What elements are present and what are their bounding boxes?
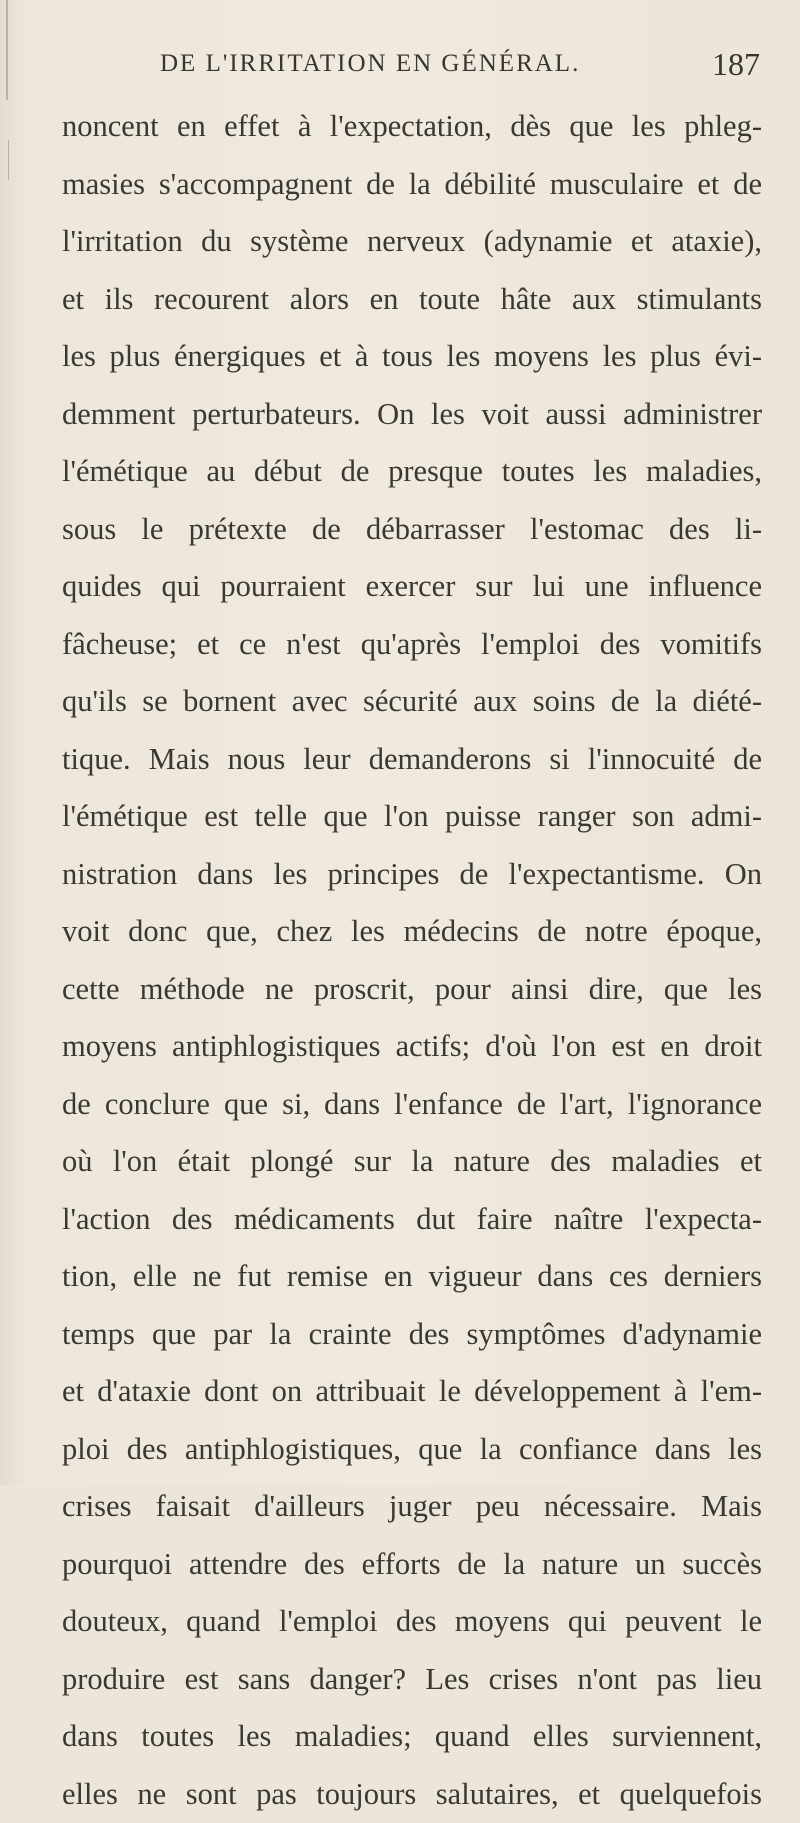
text-line: elles ne sont pas toujours salutaires, et quelquefois [62, 1766, 762, 1823]
text-line: douteux, quand l'emploi des moyens qui peuvent le [62, 1593, 762, 1651]
text-line: qu'ils se bornent avec sécurité aux soins de la diété- [62, 673, 762, 731]
page-edge-shadow [6, 0, 8, 100]
text-line: l'irritation du système nerveux (adynamie et ataxie), [62, 213, 762, 271]
body-text [62, 98, 762, 1823]
page-number: 187 [712, 46, 760, 83]
page-header [160, 50, 760, 90]
text-line: sous le prétexte de débarrasser l'estomac des li- [62, 501, 762, 559]
text-line: dans toutes les maladies; quand elles surviennent, [62, 1708, 762, 1766]
text-line: cette méthode ne proscrit, pour ainsi dire, que les [62, 961, 762, 1019]
text-line: l'action des médicaments dut faire naître l'expecta- [62, 1191, 762, 1249]
text-line: moyens antiphlogistiques actifs; d'où l'on est en droit [62, 1018, 762, 1076]
text-line: où l'on était plongé sur la nature des maladies et [62, 1133, 762, 1191]
text-line: pourquoi attendre des efforts de la nature un succès [62, 1536, 762, 1594]
text-line: et d'ataxie dont on attribuait le développement à l'em- [62, 1363, 762, 1421]
text-line: tion, elle ne fut remise en vigueur dans ces derniers [62, 1248, 762, 1306]
text-line: demment perturbateurs. On les voit aussi administrer [62, 386, 762, 444]
text-line: fâcheuse; et ce n'est qu'après l'emploi des vomitifs [62, 616, 762, 674]
text-line: l'émétique au début de presque toutes les maladies, [62, 443, 762, 501]
text-line: noncent en effet à l'expectation, dès que les phleg- [62, 98, 762, 156]
text-line: ploi des antiphlogistiques, que la confiance dans les [62, 1421, 762, 1479]
text-line: voit donc que, chez les médecins de notre époque, [62, 903, 762, 961]
text-line: et ils recourent alors en toute hâte aux stimulants [62, 271, 762, 329]
text-line: crises faisait d'ailleurs juger peu nécessaire. Mais [62, 1478, 762, 1536]
text-line: temps que par la crainte des symptômes d'adynamie [62, 1306, 762, 1364]
text-line: l'émétique est telle que l'on puisse ranger son admi- [62, 788, 762, 846]
text-line: quides qui pourraient exercer sur lui une influence [62, 558, 762, 616]
running-title: DE L'IRRITATION EN GÉNÉRAL. [160, 50, 580, 78]
text-line: de conclure que si, dans l'enfance de l'art, l'ignorance [62, 1076, 762, 1134]
text-line: les plus énergiques et à tous les moyens les plus évi- [62, 328, 762, 386]
text-line: nistration dans les principes de l'expectantisme. On [62, 846, 762, 904]
text-line: tique. Mais nous leur demanderons si l'innocuité de [62, 731, 762, 789]
text-line: masies s'accompagnent de la débilité musculaire et de [62, 156, 762, 214]
page-edge-shadow-lower [8, 140, 9, 180]
text-line: produire est sans danger? Les crises n'ont pas lieu [62, 1651, 762, 1709]
